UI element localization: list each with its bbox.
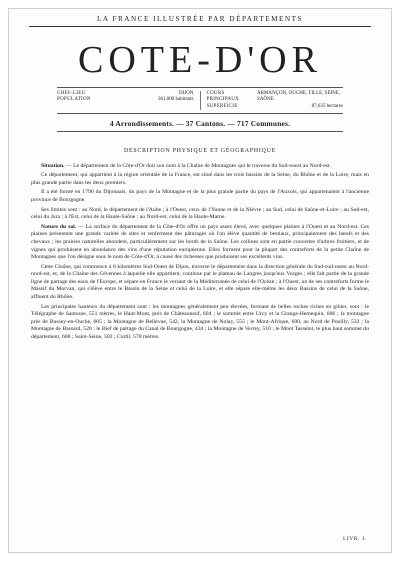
info-label: COURS PRINCIPAUX xyxy=(206,91,240,103)
info-label: CHEF-LIEU xyxy=(57,91,86,96)
paragraph xyxy=(31,264,369,302)
paragraph xyxy=(31,224,369,262)
paragraph-lead: Situation. xyxy=(41,162,65,169)
administrative-counts: 4 Arrondissements. — 37 Cantons. — 717 Communes. xyxy=(109,118,291,128)
divider xyxy=(57,131,343,132)
info-row-superficie xyxy=(207,104,344,110)
department-info-box xyxy=(57,87,343,114)
paragraph xyxy=(31,189,369,204)
paragraph xyxy=(31,163,369,171)
paragraph-text: — La surface du département de la Côte-d'Or offre un pays assez élevé, avec quelques plaines à l'Ouest et au Nord-est. Ces plaines présentent une grande variété de sites et renferment des pâturages où l'on élève quantité de bestiaux, principalement des bœufs et des chevaux ; les prairies naturelles abondent, particulièrement sur les bords de la Saône. Les collines sont en partie couvertes d'arbres fruitiers, et de vignes qui produisent en abondance des vins d'une réputation européenne. Elles forment pour la plupart des contreforts de la petite Chaîne de Montagnes que l'on désigne sous le nom de Côte-d'Or, à cause des richesses que produisent ses excellents vins. xyxy=(31,223,370,261)
series-title: LA FRANCE ILLUSTRÉE PAR DÉPARTEMENTS xyxy=(29,15,371,27)
paragraph-text: Les principales hauteurs du département sont : les montagnes généralement peu élevées, formant de belles roches riches en gibier, sont : le Télégraphe de Santosse, 551 mètres, le Haut-Mont, près de Châteauneuf, 604 ; le sommet entre Urcy et la Grange-Hemequin, 606 ; la montagne près de Bussey-en-Ouche, 605 ; la Montagne de Bellevue, 542, la Montagne de Nolay, 555 ; le Mont-Afrique, 600, au Nord de Pouilly, 532 ; la Montagne de Bassard, 520 ; le Bief de partage du Canal de Bourgogne, 434 ; la Montagne de Verrey, 510 ; le Mont Tasselot, le plus haut sommet du département, 608 ; Saint-Seine, 502 ; Curtil, 578 mètres. xyxy=(31,303,369,340)
section-heading: DESCRIPTION PHYSIQUE ET GÉOGRAPHIQUE xyxy=(124,147,276,154)
page-title: COTE-D'OR xyxy=(78,39,322,81)
info-label: POPULATION xyxy=(57,97,91,103)
paragraph-text: Ce département, qui appartient à la région orientale de la France, est situé dans les trois bassins de la Seine, du Rhône et de la Loire, mais en plus grande partie dans les deux premiers. xyxy=(31,172,369,186)
paragraph xyxy=(31,207,369,222)
info-value: 361,000 habitants xyxy=(157,97,194,103)
paragraph-text: Cette Chaîne, qui commence à 8 kilomètres Sud-Ouest de Dijon, traverse le département dans la direction générale du Sud-sud-ouest au Nord-nord-est, et, de la Chaîne des Cévennes à laquelle elle appartient, continue par le plateau de Langres jusqu'aux Vosges ; elle fait partie de la grande ligne de partage des eaux de l'Europe, et sépare en France le versant de la Méditerranée de celui de l'Océan ; à l'Ouest, un de ses contreforts forme le Massif du Morvan, qui s'élève entre le Bassin de la Seine et celui de la Loire, et elle sépare elle-même les deux Bassins de celui de la Saône, affluent du Rhône. xyxy=(31,263,369,300)
paragraph-text: — Le département de la Côte-d'Or doit son nom à la Chaîne de Montagnes qui le traverse du Sud-ouest au Nord-est. xyxy=(64,162,331,169)
paragraph-text: Ses limites sont : au Nord, le département de l'Aube ; à l'Ouest, ceux de l'Yonne et de la Nièvre ; au Sud, celui de Saône-et-Loire ; au Sud-est, celui du Jura ; à l'Est, celui de la Haute-Saône ; au Nord-est, celui de la Haute-Marne. xyxy=(31,206,369,221)
paragraph xyxy=(31,172,369,187)
paragraph xyxy=(31,304,369,342)
info-row-population xyxy=(57,97,194,103)
info-value: 87,635 hectares xyxy=(311,103,343,109)
info-value: DIJON xyxy=(179,91,194,96)
page-number: LIVR. 1. xyxy=(342,536,367,542)
book-page xyxy=(8,8,392,553)
article-body xyxy=(31,163,369,342)
paragraph-text: Il a été formé en 1790 du Dijonnais, du pays de la Montagne et de la plus grande partie du pays de l'Auxois, qui appartenaient à l'ancienne province de Bourgogne. xyxy=(31,189,369,204)
info-value: ARMANÇON, OUCHE, TILLE, SEINE, SAÔNE xyxy=(257,91,341,103)
info-right-column xyxy=(201,91,344,110)
info-label: SUPERFICIE xyxy=(206,103,238,109)
info-row-cours xyxy=(207,91,344,104)
info-left-column xyxy=(57,91,201,110)
paragraph-lead: Nature du sol. xyxy=(41,223,77,230)
